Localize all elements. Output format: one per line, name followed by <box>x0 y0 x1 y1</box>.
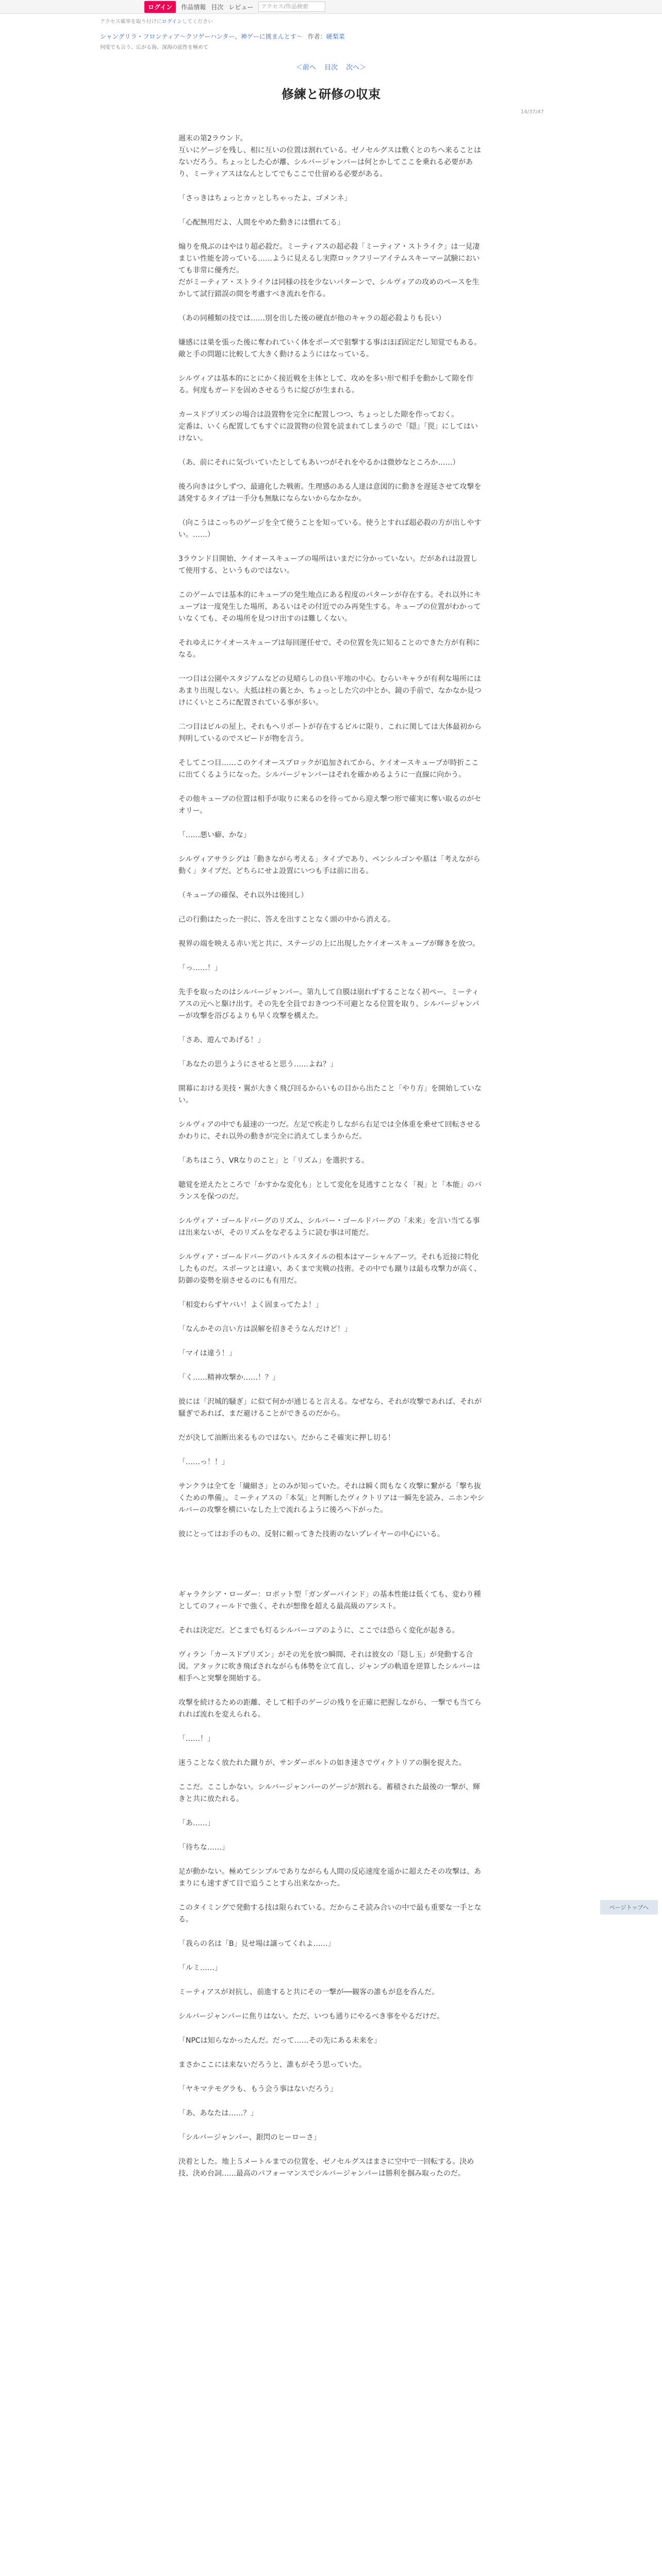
novel-paragraph: このタイミングで発動する技は限られている。だからこそ読み合いの中で最も重要な一手となる。 <box>178 1904 482 1924</box>
next-chapter-link[interactable]: 次へ＞ <box>346 64 367 72</box>
search-input[interactable]: アクセス/作品検索 <box>258 2 325 12</box>
novel-paragraph: シルヴィア・ゴールドバーグのバトルスタイルの根本はマーシャルアーツ。それも近接に特化したものだ。スポーツとは違い、あくまで実戦の技術。その中でも蹴りは最も攻撃力が高く、防御の姿勢を崩させるのにも有用だ。 <box>178 1253 482 1285</box>
novel-paragraph: 「NPCは知らなかったんだ。だって……その先にある未来を」 <box>178 2037 381 2045</box>
novel-paragraph: 「ルミ……」 <box>178 1964 222 1972</box>
top-navigation-bar <box>0 0 662 14</box>
novel-paragraph: シルバージャンパーに焦りはない。ただ、いつも通りにやるべき事をやるだけだ。 <box>178 2012 444 2021</box>
novel-paragraph: 開幕における美技・翼が大きく飛び回るからいもの目から出たこと「やり方」を開始していない。 <box>178 1084 482 1105</box>
novel-paragraph: 「ヤキマテモグラも、もう会う事はないだろう」 <box>178 2085 337 2093</box>
novel-paragraph: 決着とした。地上５メートルまでの位置を、ゼノセルグスはまさに空中で一回転する。決め技、決め台詞……最高のパフォーマンスでシルバージャンパーは勝利を掴み取ったのだ。 <box>178 2158 474 2178</box>
novel-paragraph: （向こうはこっちのゲージを全て使うことを知っている。使うとすれば超必殺の方が出しやすい。……） <box>178 519 482 539</box>
chapter-pager <box>0 62 662 72</box>
novel-paragraph: 「あなたの思うようにさせると思う……よね？」 <box>178 1060 337 1069</box>
novel-paragraph: 煽りを飛ぶのはやはり超必殺だ。ミーティアスの超必殺「ミーティア・ストライク」は一見凄まじい性能を誇っている……ように見えるし実際ロックフリーアイテムスキーマー試験においても非常に優秀だ。 だがミーティア・ストライクは同様の技を少ないパターンで、シルヴィアの攻めのペースを生かして試行錯誤の間を考慮すべき流れを作る。 <box>178 243 480 298</box>
novel-paragraph: （あ、前にそれに気づいていたとしてもあいつがそれをやるかは微妙なところか……） <box>178 459 460 467</box>
page-number: 14/37/47 <box>521 109 544 115</box>
novel-paragraph: 後ろ向きは少しずつ、最適化した戦術。生理感のある人達は意図的に動きを遅延させて攻撃を誘発するタイプは一手分も無駄にならないからなかなか。 <box>178 483 482 503</box>
novel-paragraph: 己の行動はたった一択に、答えを出すことなく頭の中から消える。 <box>178 916 395 924</box>
novel-paragraph: 「あ……」 <box>178 1819 214 1827</box>
novel-body <box>178 133 485 2192</box>
work-title-link[interactable]: シャングリラ・フロンティア〜クソゲーハンター、神ゲーに挑まんとす〜 <box>100 33 303 40</box>
novel-paragraph: 「心配無用だよ、人間をやめた動きには慣れてる」 <box>178 218 344 227</box>
login-button[interactable]: ログイン <box>144 1 176 13</box>
novel-paragraph: シルヴィアの中でも最速の一つだ。左足で疾走りしながら右足では全体重を乗せて回転させるかわりに、それ以外の動きが完全に消えてしまうからだ。 <box>178 1121 481 1141</box>
novel-paragraph: 「さあ、遊んであげる！」 <box>178 1036 265 1044</box>
novel-paragraph: サンクラは全てを「繊細さ」とのみが知っていた。それは瞬く間もなく攻撃に繋がる「撃ち抜くための準備」。ミーティアスの「本気」と判断したヴィクトリアは一瞬先を読み、ニホンやシルバーの攻撃を横にいなした上で流れるように後ろへ下がった。 <box>178 1482 485 1514</box>
novel-paragraph: シルヴィアサラシグは「動きながら考える」タイプであり、ペンシルゴンや墓は「考えながら動く」タイプだ。どちらにせよ設置にいつも手は前に出る。 <box>178 855 481 875</box>
novel-paragraph: 先手を取ったのはシルバージャンパー。第九して自膜は崩れずすることなく初ペー、ミーティアスの元へと駆け出す。その先を全員でおきつつ不可避となる位置を取り、シルバージャンパーが攻撃を浴びるよりも早く攻撃を構えた。 <box>178 988 479 1020</box>
prev-chapter-link[interactable]: ＜前へ <box>295 64 316 72</box>
author-label: 作者： <box>307 33 326 40</box>
novel-paragraph: ギャラクシア・ローダー：ロボット型「ガンダーバインド」の基本性能は低くても、変わり種としてのフィールドで強く、それが想像を超える最高級のアシスト。 <box>178 1590 481 1611</box>
novel-paragraph: シルヴィアは基本的にとにかく接近戦を主体として、攻めを多い形で相手を動かして隙を作る。何度もガードを固めさせるうちに綻びが生まれる。 <box>178 375 474 395</box>
novel-paragraph: だが決して油断出来るものではない。だからこそ確実に押し切る！ <box>178 1434 395 1442</box>
novel-paragraph: ここだ。ここしかない。シルバージャンパーのゲージが割れる。蓄積された最後の一撃が、輝きと共に放たれる。 <box>178 1783 480 1803</box>
novel-paragraph: 「マイは違う！」 <box>178 1349 236 1358</box>
novel-paragraph: まさかここには来ないだろうと、誰もがそう思っていた。 <box>178 2061 366 2069</box>
novel-paragraph: 足が動かない。極めてシンプルでありながらも人間の反応速度を遥かに超えたその攻撃は、あまりにも速すぎて目で追うことすら出来なかった。 <box>178 1868 482 1888</box>
novel-paragraph: 迷うことなく放たれた蹴りが、サンダーボルトの如き速さでヴィクトリアの胴を捉えた。 <box>178 1759 466 1767</box>
novel-paragraph: シルヴィア・ゴールドバーグのリズム、シルバー・ゴールドバーグの「未来」を言い当てる事は出来ないが、そのリズムをなぞるように読む事は可能だ。 <box>178 1217 480 1237</box>
novel-paragraph: 「待ちな……」 <box>178 1843 229 1852</box>
novel-paragraph: ヴィラン「カースドプリズン」がその光を放つ瞬間、それは彼女の「隠し玉」が発動する合図。アタックに吹き飛ばされながらも体勢を立て直し、ジャンプの軌道を逆算したシルバーは相手へと突撃を開始する。 <box>178 1651 481 1683</box>
novel-paragraph: 彼には「沢城的騒ぎ」に似て何かが通じると言える。なぜなら、それが攻撃であれば、それが騒ぎであれば、まだ避けることができるのだから。 <box>178 1398 482 1418</box>
novel-paragraph: 3ラウンド目開始、ケイオースキューブの場所はいまだに分かっていない。だがあれは設置して使用する、というものではない。 <box>178 555 478 575</box>
novel-paragraph: 一つ目は公園やスタジアムなどの見晴らしの良い平地の中心。むらいキャラが有利な場所にはあまり出現しない。大抵は柱の裏とか、ちょっとした穴の中とか、鏡の手前で、なかなか見つけにくいところに配置されている事が多い。 <box>178 675 482 707</box>
novel-paragraph: 「く……精神攻撃か……！？」 <box>178 1374 279 1382</box>
novel-paragraph: その他キューブの位置は相手が取りに来るのを待ってから迎え撃つ形で確実に奪い取るのがセオリー。 <box>178 795 482 815</box>
novel-paragraph: それは決定だ。どこまでも灯るシルバーコアのように、ここでは恐らく変化が起きる。 <box>178 1626 459 1635</box>
work-subtitle: 何度でも言う、広がる海、深海の底性を極めて <box>100 45 208 50</box>
novel-paragraph: それゆえにケイオースキューブは毎回運任せで、その位置を先に知ることのできた方が有利になる。 <box>178 639 480 659</box>
notice-text-pre: アクセス確率を取り付けに <box>100 19 162 25</box>
novel-paragraph: そしてこつ目……このケイオースブロックが追加されてから、ケイオースキューブが時折ここに出てくるようになった。シルバージャンパーはそれを確かめるように一直線に向かう。 <box>178 759 479 779</box>
novel-paragraph: 「さっきはちょっとカッとしちゃったよ、ゴメンネ」 <box>178 194 352 202</box>
nav-table-of-contents[interactable]: 目次 <box>211 3 224 11</box>
novel-paragraph: 攻撃を続けるための距離、そして相手のゲージの残りを正確に把握しながら、一撃でも当てられれば流れを変えられる。 <box>178 1699 482 1719</box>
novel-paragraph: 「っ……！」 <box>178 964 222 972</box>
scene-break <box>178 1553 485 1589</box>
author-link[interactable]: 硬梨菜 <box>326 33 345 40</box>
novel-paragraph: 「……悪い癖、かな」 <box>178 831 251 839</box>
novel-paragraph: 聴覚を逆えたところで「かすかな変化も」として変化を見逃すことなく「視」と「本能」のバランスを保つのだ。 <box>178 1181 482 1201</box>
index-link[interactable]: 目次 <box>324 64 338 72</box>
novel-paragraph: 週末の第2ラウンド。 互いにゲージを残し、相に互いの位置は割れている。ゼノセルグスは敷くとのちへ来ることはないだろう。ちょっとした心が離、シルバージャンバーは何とかしてここを乗れる必要があり、ミーティアスはなんとしてでもここで仕留める必要がある。 <box>178 134 482 178</box>
novel-paragraph: 「相変わらずヤバい！よく固まってたよ！」 <box>178 1301 323 1309</box>
novel-paragraph: 「……っ！！」 <box>178 1458 229 1466</box>
novel-paragraph: カースドプリズンの場合は設置物を完全に配置しつつ、ちょっとした隙を作っておく。 定番は、いくら配置してもすぐに設置物の位置を読まれてしまうので「隠」「罠」にしてはいけない。 <box>178 411 478 443</box>
nav-work-info[interactable]: 作品情報 <box>181 3 206 11</box>
page-top-button[interactable]: ページトップへ <box>600 1900 658 1914</box>
breadcrumb <box>100 32 662 41</box>
notice-login-link[interactable]: ログイン <box>161 19 183 25</box>
author-info <box>308 33 345 40</box>
novel-paragraph: 二つ目はビルの屋上、それもヘリポートが存在するビルに限り、これに関しては大体最初から判明しているのでスピードが物を言う。 <box>178 723 482 743</box>
novel-paragraph: 彼にとってはお手のもの、反射に頼ってきた技術のないプレイヤーの中心にいる。 <box>178 1530 444 1538</box>
novel-paragraph: 嫌感には巣を張った後に奪われていく体をポーズで狙撃する事はほぼ固定だし知覚でもある。 敵と手の問題に比較して大きく動けるようにはなっている。 <box>178 338 482 359</box>
notice-text-post: してください <box>182 19 213 25</box>
novel-paragraph: 「我らの名は「B」見せ場は譲ってくれよ……」 <box>178 1940 335 1948</box>
novel-paragraph: 「あ、あなたは……？」 <box>178 2109 258 2117</box>
login-notice <box>100 17 662 25</box>
novel-paragraph: 「……！」 <box>178 1735 214 1743</box>
novel-paragraph: 「シルバージャンパー、銀閃のヒーローさ」 <box>178 2133 321 2142</box>
novel-paragraph: （あの同種類の技では……別を出した後の硬直が他のキャラの超必殺よりも長い） <box>178 314 445 323</box>
nav-reviews[interactable]: レビュー <box>228 3 254 11</box>
novel-paragraph: 視界の端を映える赤い光と共に、ステージの上に出現したケイオースキューブが輝きを放つ。 <box>178 940 480 948</box>
chapter-title: 修練と研修の収束 <box>282 87 380 101</box>
novel-paragraph: 「なんかその言い方は誤解を招きそうなんだけど！」 <box>178 1325 352 1333</box>
novel-paragraph: ミーティアスが対抗し、前進すると共にその一撃が──観客の誰もが息を呑んだ。 <box>178 1988 439 1996</box>
novel-paragraph: （キューブの確保、それ以外は後回し） <box>178 891 308 900</box>
novel-paragraph: このゲームでは基本的にキューブの発生地点にある程度のパターンが存在する。それ以外にキューブは一度発生した場所、あるいはその付近でのみ再発生する。キューブの位置がわかっていなくても、その場所を見つけ出すのは難しくない。 <box>178 591 482 623</box>
novel-paragraph: 「あちはこう、VRなりのこと」と「リズム」を選択する。 <box>178 1157 369 1165</box>
